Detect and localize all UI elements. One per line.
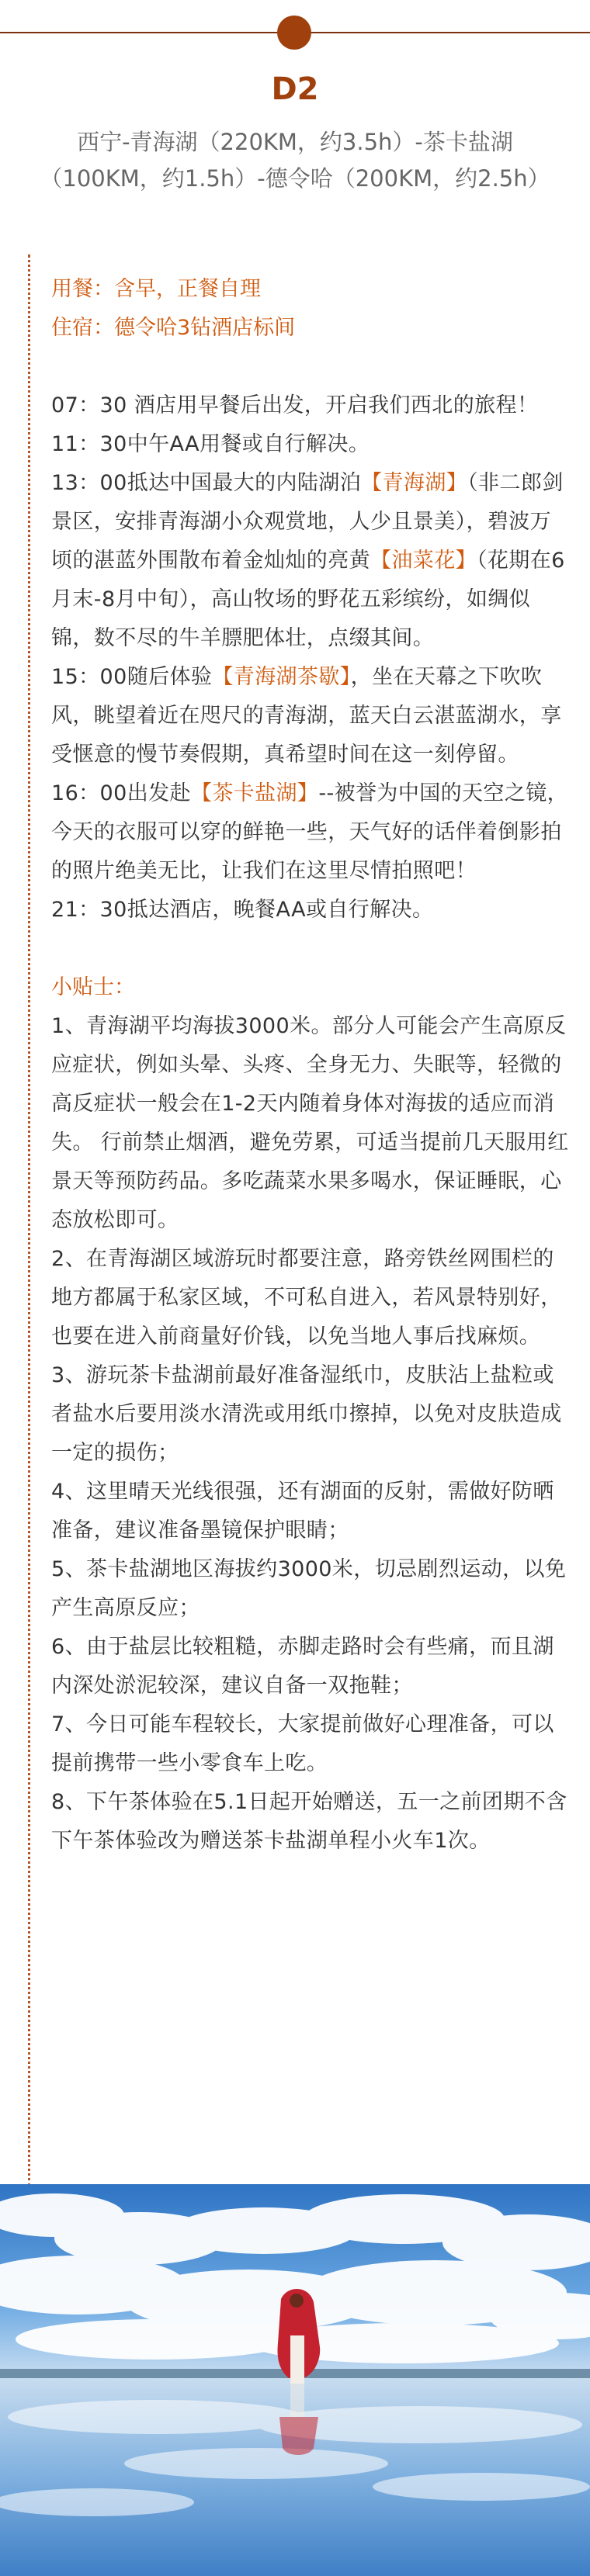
schedule-text: 13：00抵达中国最大的内陆湖泊: [51, 471, 362, 495]
schedule-item-1300: [51, 464, 571, 658]
schedule-text: 15：00随后体验: [51, 665, 213, 689]
tip-item: 2、在青海湖区域游玩时都要注意，路旁铁丝网围栏的地方都属于私家区域，不可私自进入，若风景特别好，也要在进入前商量好价钱，以免当地人事后找麻烦。: [51, 1247, 562, 1349]
schedule-item-2130: 21：30抵达酒店，晚餐AA或自行解决。: [51, 898, 434, 922]
hotel-info: 住宿：德令哈3钻酒店标间: [51, 316, 296, 340]
highlight-tea-break: 【青海湖茶歇】: [212, 665, 351, 689]
schedule-item-1500: [51, 658, 571, 774]
tip-item: 4、这里晴天光线很强，还有湖面的反射，需做好防晒准备，建议准备墨镜保护眼睛；: [51, 1480, 554, 1542]
itinerary-text: [51, 270, 571, 1861]
dotted-timeline-border: [28, 254, 30, 2186]
schedule-item-1600: [51, 774, 571, 891]
highlight-qinghai-lake: 【青海湖】: [361, 471, 468, 495]
tip-item: 5、茶卡盐湖地区海拔约3000米，切忌剧烈运动，以免产生高原反应；: [51, 1557, 567, 1620]
itinerary-content: [28, 254, 571, 2186]
schedule-text: （非二郎剑景区，安排青海湖小众观赏地，人少且景美），碧波万顷的湛蓝外围散布着金灿灿的亮黄: [51, 471, 564, 573]
schedule-item-1130: 11：30中午AA用餐或自行解决。: [51, 432, 370, 456]
day-title: D2: [271, 71, 319, 107]
schedule-text: --被誉为中国的天空之镜，今天的衣服可以穿的鲜艳一些，天气好的话伴着倒影拍的照片绝美无比，让我们在这里尽情拍照吧！: [51, 781, 569, 883]
tip-item: 3、游玩茶卡盐湖前最好准备湿纸巾，皮肤沾上盐粒或者盐水后要用淡水清洗或用纸巾擦掉，以免对皮肤造成一定的损伤；: [51, 1363, 562, 1465]
tips-list: [51, 1007, 571, 1861]
spacer: [51, 930, 571, 968]
spacer: [51, 348, 571, 386]
schedule-text: ，坐在天幕之下吹吹风，眺望着近在咫尺的青海湖，蓝天白云湛蓝湖水，享受惬意的慢节奏假期，真希望时间在这一刻停留。: [51, 665, 562, 767]
header-dot-icon: [277, 16, 311, 50]
schedule-text: 16：00出发赴: [51, 781, 191, 805]
highlight-rapeseed-flower: 【油菜花】: [370, 549, 477, 573]
tip-item: 6、由于盐层比较粗糙，赤脚走路时会有些痛，而且湖内深处淤泥较深，建议自备一双拖鞋；: [51, 1635, 554, 1698]
tips-title: 小贴士：: [51, 975, 135, 999]
highlight-chaka-salt-lake: 【茶卡盐湖】: [190, 781, 319, 805]
schedule-item-0730: 07：30 酒店用早餐后出发，开启我们西北的旅程！: [51, 393, 539, 417]
tip-item: 8、下午茶体验在5.1日起开始赠送，五一之前团期不含下午茶体验改为赠送茶卡盐湖单程小火车1次。: [51, 1790, 567, 1853]
meal-info: 用餐：含早，正餐自理: [51, 277, 261, 301]
tip-item: 1、青海湖平均海拔3000米。部分人可能会产生高原反应症状，例如头晕、头疼、全身无力、失眠等，轻微的高反症状一般会在1-2天内随着身体对海拔的适应而消失。 行前禁止烟酒，避免劳累，可适当提前几天服用红景天等预防药品。多吃蔬菜水果多喝水，保证睡眠，心态放松即可。: [51, 1014, 569, 1232]
salt-lake-photo: [0, 2184, 590, 2576]
woman-figure: [278, 2289, 321, 2384]
schedule-section: [51, 386, 571, 930]
salt-lake-illustration: [0, 2184, 590, 2576]
route-summary: 西宁-青海湖（220KM，约3.5h）-茶卡盐湖（100KM，约1.5h）-德令哈（200KM，约2.5h）: [40, 129, 550, 192]
schedule-text: （花期在6月末-8月中旬），高山牧场的野花五彩缤纷，如绸似锦，数不尽的牛羊膘肥体壮，点缀其间。: [51, 549, 565, 650]
tip-item: 7、今日可能车程较长，大家提前做好心理准备，可以提前携带一些小零食车上吃。: [51, 1712, 554, 1775]
